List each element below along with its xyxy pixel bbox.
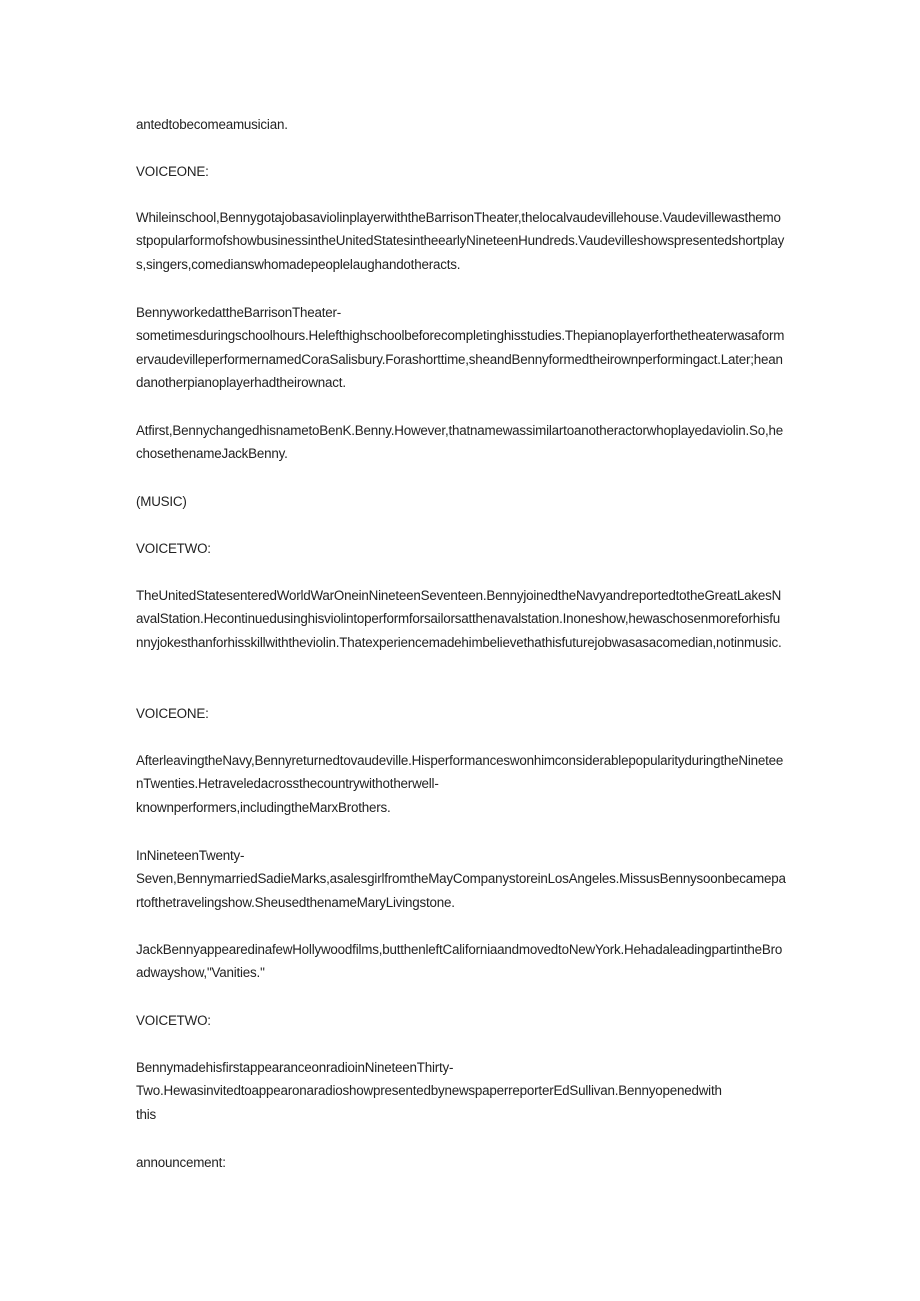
paragraph-name-change: Atfirst,BennychangedhisnametoBenK.Benny.However,thatnamewassimilartoanotheractorwhoplayedaviolin.So,hechosethenameJackBenny. — [136, 423, 784, 462]
stage-direction-music: (MUSIC) — [136, 494, 187, 509]
paragraph-world-war-one: TheUnitedStatesenteredWorldWarOneinNineteenSeventeen.BennyjoinedtheNavyandreportedtotheGreatLakesNavalStation.Hecontinuedusinghisviolintoperformforsailorsatthenavalstation.Inoneshow,hewaschosenmoreforhisfunnyjokesthanforhisskillwiththeviolin.Thatexperiencemadehimbelievethathisfuturejobwasasacomedian,notinmusic. — [136, 588, 782, 650]
paragraph-announcement: announcement: — [136, 1155, 226, 1170]
speaker-label-voice-one: VOICEONE: — [136, 164, 209, 179]
speaker-label-voice-two: VOICETWO: — [136, 541, 211, 556]
paragraph-vaudeville-return: AfterleavingtheNavy,Bennyreturnedtovaudeville.HisperformanceswonhimconsiderablepopularityduringtheNineteenTwenties.Hetraveledacrossthecountrywithotherwell- knownperformers,includingtheMarxBrothers. — [136, 753, 784, 815]
speaker-label-voice-one: VOICEONE: — [136, 706, 209, 721]
speaker-label-voice-two: VOICETWO: — [136, 1013, 211, 1028]
paragraph-continuation: antedtobecomeamusician. — [136, 117, 288, 132]
paragraph-hollywood: JackBennyappearedinafewHollywoodfilms,butthenleftCaliforniaandmovedtoNewYork.HehadaleadingpartintheBroadwayshow,"Vanities." — [136, 942, 783, 981]
paragraph-school-hours: BennyworkedattheBarrisonTheater- sometimesduringschoolhours.Helefthighschoolbeforecompletinghisstudies.ThepianoplayerforthetheaterwasaformervaudevilleperformernamedCoraSalisbury.Forashorttime,sheandBennyformedtheirownperformingact.Later;heandanotherpianoplayerhadtheirownact. — [136, 305, 785, 391]
paragraph-marriage: InNineteenTwenty- Seven,BennymarriedSadieMarks,asalesgirlfromtheMayCompanystoreinLosAngeles.MissusBennysoonbecamepartofthetravelingshow.ShеusedthenameMaryLivingstone. — [136, 848, 786, 910]
paragraph-radio-debut: BennymadehisfirstappearanceonradioinNineteenThirty- Two.HewasinvitedtoappearonaradioshowpresentedbynewspaperreporterEdSullivan.Bennyopenedwith this — [136, 1060, 722, 1122]
paragraph-barrison-theater: Whileinschool,BennygotajobasaviolinplayerwiththeBarrisonTheater,thelocalvaudevillehouse.VaudevillewasthemostpopularformofshowbusinessintheUnitedStatesintheearlyNineteenHundreds.Vaudevilleshowspresentedshortplays,singers,comedianswhomadepeoplelaughandotheracts. — [136, 210, 785, 272]
